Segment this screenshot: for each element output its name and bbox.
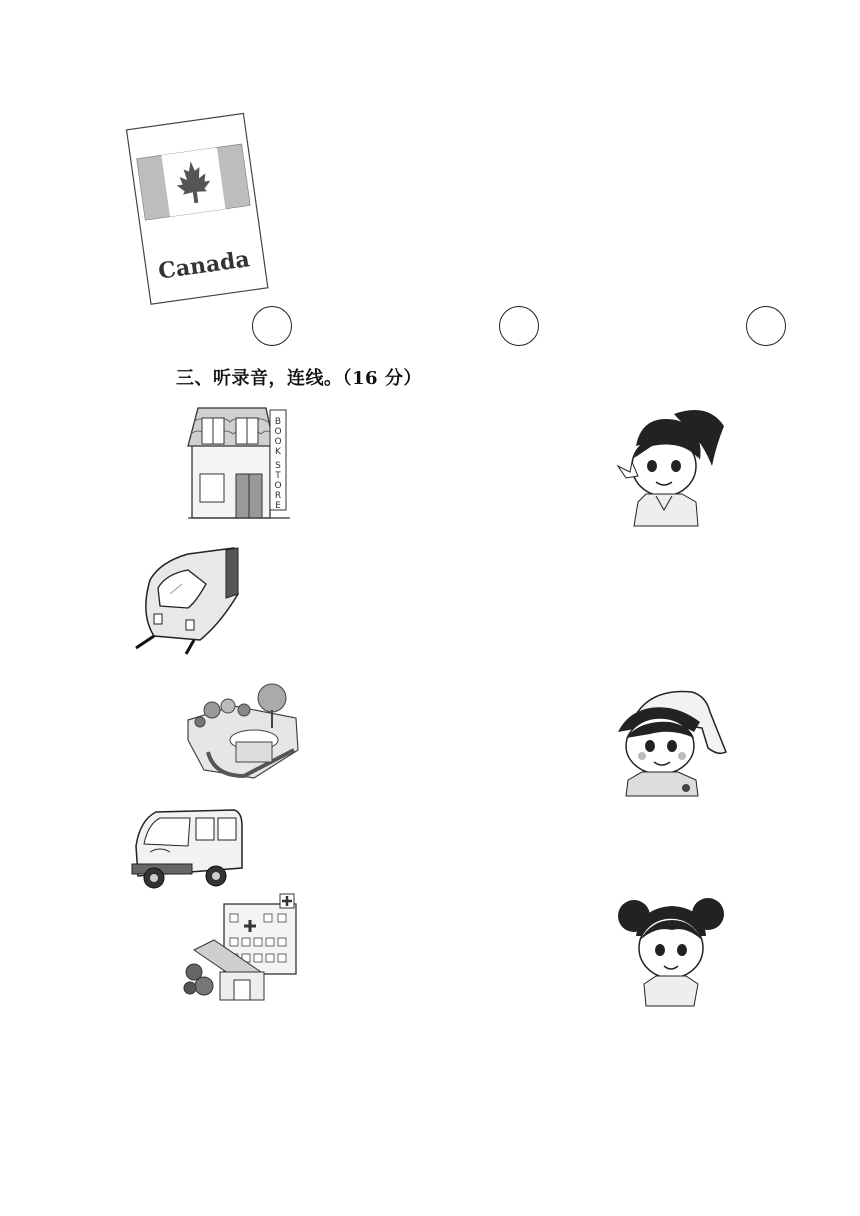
answer-circle-3[interactable]: [746, 306, 786, 346]
svg-text:T: T: [275, 471, 281, 481]
svg-text:E: E: [275, 501, 281, 511]
park-zoo-icon[interactable]: [184, 680, 304, 780]
svg-text:K: K: [275, 447, 281, 457]
bookstore-icon[interactable]: [186, 404, 296, 522]
answer-circle-1[interactable]: [252, 306, 292, 346]
hospital-icon[interactable]: [184, 894, 300, 1004]
girl-ponytail-icon[interactable]: [612, 406, 730, 528]
svg-text:O: O: [274, 437, 282, 447]
boy-cap-icon[interactable]: [610, 688, 730, 796]
minibus-icon[interactable]: [130, 806, 244, 892]
subway-train-icon[interactable]: [130, 544, 242, 656]
postcard-label: Canada: [156, 246, 252, 285]
svg-text:O: O: [274, 427, 282, 437]
svg-text:B: B: [274, 417, 282, 427]
svg-text:S: S: [275, 461, 281, 471]
svg-text:O: O: [274, 481, 282, 491]
section-title: 三、听录音，连线。（16 分）: [176, 368, 422, 389]
canada-postcard: [128, 112, 278, 302]
answer-circle-2[interactable]: [499, 306, 539, 346]
svg-text:R: R: [274, 491, 282, 501]
girl-pigtails-icon[interactable]: [616, 896, 728, 1006]
